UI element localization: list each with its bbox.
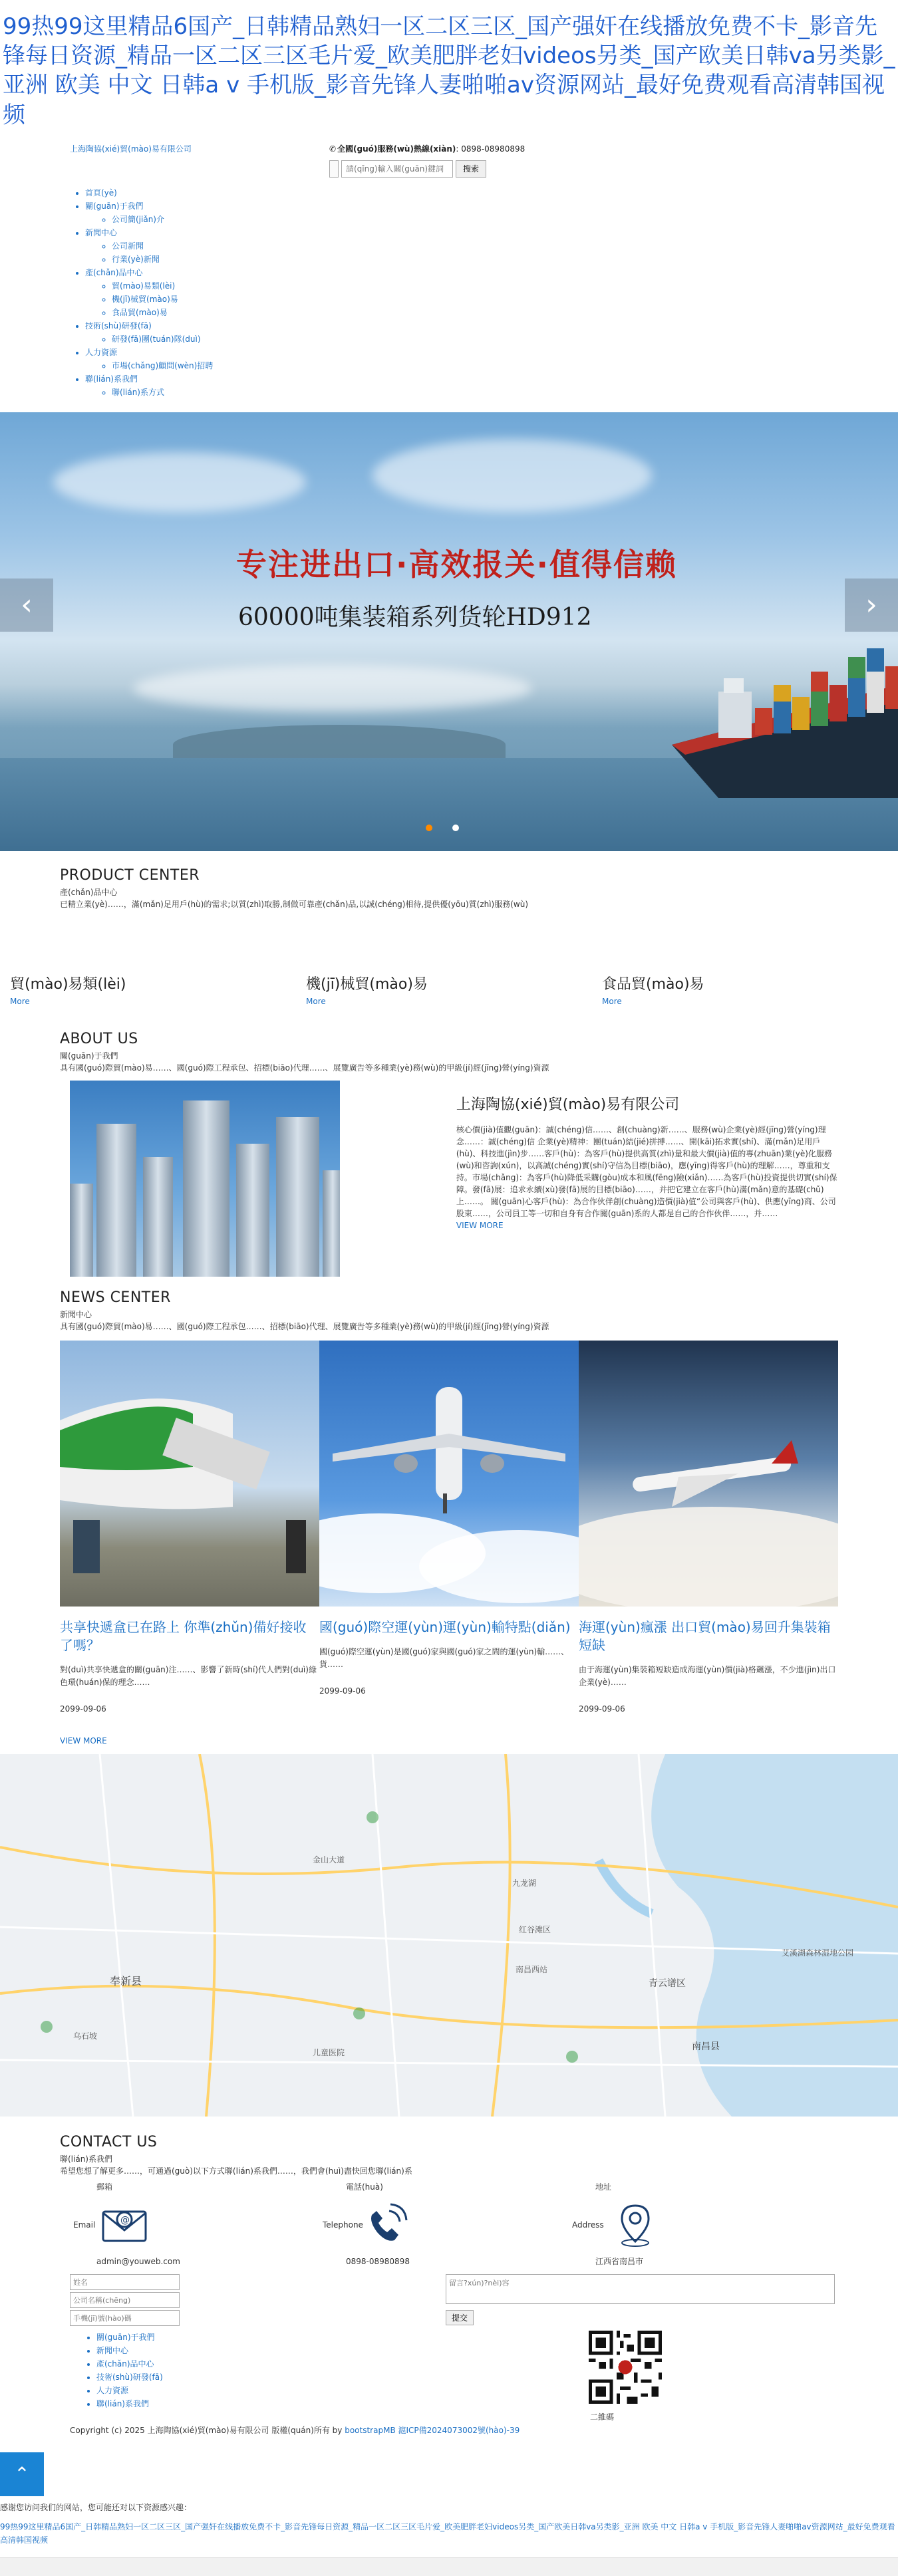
footer-link[interactable] bbox=[96, 2384, 589, 2397]
hotline bbox=[329, 143, 525, 155]
location-icon bbox=[609, 2198, 662, 2252]
contact-us bbox=[0, 2131, 898, 2267]
map-label: 南昌西站 bbox=[516, 1965, 548, 1975]
about-body bbox=[60, 1081, 838, 1277]
nav-sublink[interactable]: 行業(yè)新聞 bbox=[112, 254, 160, 264]
contact-key: Telephone bbox=[323, 2220, 363, 2230]
nav-sublink[interactable]: 食品貿(mào)易 bbox=[112, 307, 168, 317]
contact-key: Address bbox=[572, 2220, 604, 2230]
news-view-more-link[interactable]: VIEW MORE bbox=[60, 1736, 107, 1745]
about-view-more-link[interactable]: VIEW MORE bbox=[456, 1221, 504, 1231]
footer-link-text[interactable]: 新聞中心 bbox=[96, 2346, 129, 2356]
form-left bbox=[60, 2274, 446, 2328]
about-desc: 具有國(guó)際貿(mào)易……、國(guó)際工程承包、招標(biāo)代理……、展覽廣告等多種業(yè)務(wù)的甲級(jí)經(jīng)營(yíng)資源 bbox=[60, 1063, 549, 1073]
mail-icon bbox=[98, 2198, 151, 2252]
nav-link[interactable]: 產(chǎn)品中心 bbox=[85, 267, 143, 277]
location-map[interactable] bbox=[0, 1754, 898, 2117]
footer-link[interactable] bbox=[96, 2331, 589, 2344]
back-top-wrap bbox=[0, 2452, 898, 2496]
category-item bbox=[10, 973, 306, 1009]
news-title: NEWS CENTER bbox=[60, 1289, 171, 1307]
search-bar bbox=[329, 160, 486, 178]
form-right bbox=[446, 2274, 835, 2328]
qr-code-image bbox=[589, 2331, 662, 2404]
nav-sublink[interactable]: 研發(fā)團(tuán)隊(duì) bbox=[112, 334, 201, 344]
category-name: 貿(mào)易類(lèi) bbox=[10, 975, 126, 993]
nav-subitem[interactable] bbox=[112, 359, 898, 372]
news-summary: 國(guó)際空運(yùn)是國(guó)家與國(guó)家之間的運(yùn)輸……、貨…… bbox=[319, 1647, 569, 1670]
category-more-link[interactable]: More bbox=[10, 996, 30, 1006]
company-field[interactable] bbox=[70, 2292, 180, 2308]
horizontal-scrollbar[interactable] bbox=[0, 2557, 898, 2576]
qr-caption: 二維碼 bbox=[590, 2412, 615, 2422]
nav-item[interactable] bbox=[85, 319, 898, 346]
news-desc: 具有國(guó)際貿(mào)易……、國(guó)際工程承包……、招標(biāo)代理、展覽廣告等多種業(yè)務(wù)的甲級(jí)經(jīng)營(yíng)資源 bbox=[60, 1322, 549, 1332]
copyright bbox=[0, 2424, 898, 2436]
nav-subitem[interactable] bbox=[112, 293, 898, 306]
contact-value: admin@youweb.com bbox=[96, 2257, 180, 2267]
category-more-link[interactable]: More bbox=[602, 996, 622, 1006]
phone-icon bbox=[359, 2198, 412, 2252]
map-label: 九龙湖 bbox=[512, 1878, 537, 1888]
copyright-link[interactable]: bootstrapMB 滬ICP備2024073002號(hào)-39 bbox=[345, 2425, 520, 2435]
nav-subitem[interactable] bbox=[112, 239, 898, 253]
contact-subtitle: 聯(lián)系我們 bbox=[60, 2154, 112, 2164]
banner-slogan: 专注进出口·高效报关·值得信赖 bbox=[236, 546, 677, 582]
slider-dots bbox=[426, 825, 459, 831]
map-label: 青云谱区 bbox=[649, 1978, 686, 1990]
cloud-shape bbox=[373, 439, 652, 512]
main-nav bbox=[0, 186, 898, 399]
company-logo-link[interactable]: 上海陶協(xié)貿(mào)易有限公司 bbox=[70, 144, 192, 154]
news-image-boarding bbox=[60, 1341, 319, 1607]
contact-label: 電話(huà) bbox=[346, 2182, 383, 2192]
footer-links bbox=[0, 2331, 898, 2423]
nav-sublink[interactable]: 市場(chǎng)顧問(wèn)招聘 bbox=[112, 360, 214, 370]
category-more-link[interactable]: More bbox=[306, 996, 326, 1006]
contact-value: 0898-08980898 bbox=[346, 2257, 410, 2267]
map-label: 乌石坡 bbox=[73, 2031, 98, 2041]
footer-link-text[interactable]: 關(guān)于我們 bbox=[96, 2333, 155, 2343]
search-button[interactable]: 搜索 bbox=[456, 160, 486, 178]
product-subtitle: 產(chǎn)品中心 bbox=[60, 887, 118, 897]
news-title-link[interactable]: 海運(yùn)瘋漲 出口貿(mào)易回升集裝箱短缺 bbox=[579, 1619, 831, 1654]
news-image-plane-front bbox=[319, 1341, 579, 1607]
contact-label: 郵箱 bbox=[96, 2182, 113, 2192]
nav-subitem[interactable] bbox=[112, 306, 898, 319]
category-name: 食品貿(mào)易 bbox=[602, 975, 704, 993]
news-subtitle: 新聞中心 bbox=[60, 1310, 92, 1320]
category-name: 機(jī)械貿(mào)易 bbox=[306, 975, 428, 993]
news-date: 2099-09-06 bbox=[579, 1704, 625, 1714]
footer-link[interactable] bbox=[96, 2357, 589, 2371]
nav-item[interactable] bbox=[85, 372, 898, 399]
nav-submenu bbox=[85, 332, 898, 346]
news-center bbox=[0, 1287, 898, 1747]
footer-link-text[interactable]: 聯(lián)系我們 bbox=[96, 2399, 149, 2409]
nav-submenu bbox=[85, 359, 898, 372]
nav-item[interactable] bbox=[85, 226, 898, 266]
product-center bbox=[0, 864, 898, 910]
map-label: 南昌县 bbox=[692, 2041, 720, 2053]
news-title-link[interactable]: 共享快遞盒已在路上 你準(zhǔn)備好接收了嗎？ bbox=[60, 1619, 307, 1654]
page-title: 99热99这里精品6国产_日韩精品熟妇一区二区三区_国产强奸在线播放免费不卡_影音先锋每日资源_精品一区二区三区毛片爱_欧美肥胖老妇videos另类_国产欧美日韩va另类影_亚洲 欧美 中文 日韩a v 手机版_影音先锋人妻啪啪av资源网站_最好免费观看高清韩国视频 bbox=[3, 13, 895, 128]
nav-subitem[interactable] bbox=[112, 332, 898, 346]
contact-key: Email bbox=[73, 2220, 96, 2230]
news-grid bbox=[60, 1341, 838, 1714]
nav-sublink[interactable]: 公司新聞 bbox=[112, 241, 144, 251]
footer-link-text[interactable]: 產(chǎn)品中心 bbox=[96, 2359, 154, 2369]
footer-link-text[interactable]: 技術(shù)研發(fā) bbox=[96, 2373, 163, 2383]
category-item bbox=[306, 973, 602, 1009]
news-summary: 對(duì)共享快遞盒的關(guān)注……、影響了新時(shí)代人們對(duì)綠色環(huán)保的理念…… bbox=[60, 1665, 317, 1688]
map-label: 艾溪湖森林湿地公园 bbox=[782, 1948, 854, 1958]
slider-dot[interactable] bbox=[426, 825, 432, 831]
map-label: 红谷滩区 bbox=[519, 1925, 551, 1935]
banner-slider bbox=[0, 412, 898, 851]
phone-field[interactable] bbox=[70, 2310, 180, 2326]
news-summary: 由于海運(yùn)集裝箱短缺造成海運(yùn)價(jià)格飆漲，不少進(jìn)出口企業(yè)…… bbox=[579, 1665, 836, 1688]
contact-label: 地址 bbox=[595, 2182, 612, 2192]
hotline-number: : 0898-08980898 bbox=[456, 144, 525, 154]
nav-submenu bbox=[85, 386, 898, 399]
nav-link[interactable]: 技術(shù)研發(fā) bbox=[85, 321, 152, 330]
nav-link[interactable]: 聯(lián)系我們 bbox=[85, 374, 138, 384]
banner-subslogan: 60000吨集装箱系列货轮HD912 bbox=[238, 603, 592, 631]
cloud-shape bbox=[53, 452, 306, 512]
contact-methods bbox=[60, 2181, 838, 2267]
footer-link-text[interactable]: 人力資源 bbox=[96, 2386, 129, 2396]
nav-sublink[interactable]: 公司簡(jiǎn)介 bbox=[112, 214, 164, 224]
nav-item[interactable] bbox=[85, 266, 898, 319]
message-field[interactable] bbox=[446, 2274, 835, 2304]
product-desc: 已精立業(yè)……，滿(mǎn)足用戶(hù)的需求;以質(zhì)取勝,制做可靠產(chǎn)品,以誠(chéng)相待,提供優(yōu)質(zhì)服務(wù) bbox=[60, 899, 529, 909]
contact-email bbox=[60, 2181, 309, 2267]
about-title: ABOUT US bbox=[60, 1031, 138, 1048]
map-label: 奉新县 bbox=[110, 1975, 142, 1988]
footer-link[interactable] bbox=[96, 2371, 589, 2384]
news-date: 2099-09-06 bbox=[60, 1704, 106, 1714]
submit-button[interactable]: 提交 bbox=[446, 2310, 474, 2325]
slider-prev-button[interactable]: ‹ bbox=[0, 579, 53, 632]
nav-sublink[interactable]: 機(jī)械貿(mào)易 bbox=[112, 294, 178, 304]
product-categories bbox=[0, 973, 898, 1009]
nav-link[interactable]: 首頁(yè) bbox=[85, 188, 117, 197]
about-us bbox=[0, 1028, 898, 1277]
nav-list bbox=[85, 186, 898, 399]
header bbox=[0, 136, 898, 216]
footer-link[interactable] bbox=[96, 2397, 589, 2410]
news-image-plane-sky bbox=[579, 1341, 838, 1607]
product-title: PRODUCT CENTER bbox=[60, 866, 200, 884]
cloud-shape bbox=[133, 665, 532, 711]
slider-next-button[interactable]: › bbox=[845, 579, 898, 632]
contact-address bbox=[559, 2181, 808, 2267]
nav-subitem[interactable] bbox=[112, 279, 898, 293]
nav-sublink[interactable]: 貿(mào)易類(lèi) bbox=[112, 281, 176, 291]
search-addon bbox=[329, 160, 339, 178]
contact-phone bbox=[309, 2181, 559, 2267]
about-image bbox=[70, 1081, 340, 1277]
nav-link[interactable]: 人力資源 bbox=[85, 347, 118, 357]
news-date: 2099-09-06 bbox=[319, 1686, 366, 1696]
nav-sublink[interactable]: 聯(lián)系方式 bbox=[112, 387, 164, 397]
contact-desc: 希望您想了解更多……，可通過(guò)以下方式聯(lián)系我們……，我們會(huì)盡快回您聯(lián)系 bbox=[60, 2166, 412, 2176]
footer-link-list bbox=[70, 2331, 589, 2423]
friend-link[interactable] bbox=[0, 2513, 898, 2547]
nav-subitem[interactable] bbox=[112, 253, 898, 266]
about-text bbox=[456, 1094, 838, 1277]
nav-submenu bbox=[85, 279, 898, 319]
category-item bbox=[602, 973, 898, 1009]
svg-text:@: @ bbox=[120, 2215, 130, 2226]
nav-link[interactable]: 關(guān)于我們 bbox=[85, 201, 144, 211]
about-subtitle: 關(guān)于我們 bbox=[60, 1051, 118, 1061]
visited-note: 感谢您访问我们的网站，您可能还对以下资源感兴趣： bbox=[0, 2502, 192, 2512]
hotline-label: 全國(guó)服務(wù)熱線(xiàn) bbox=[337, 144, 456, 154]
phone-icon: ✆ bbox=[329, 144, 337, 154]
nav-submenu bbox=[85, 239, 898, 266]
back-to-top-button[interactable]: ⌃ bbox=[0, 2452, 44, 2496]
search-input[interactable] bbox=[341, 160, 453, 178]
nav-link[interactable]: 新聞中心 bbox=[85, 227, 118, 237]
friend-link-text[interactable]: 99热99这里精品6国产_日韩精品熟妇一区二区三区_国产强奸在线播放免费不卡_影音先锋每日资源_精品一区二区三区毛片爱_欧美肥胖老妇videos另类_国产欧美日韩va另类影_亚洲 欧美 中文 日韩a v 手机版_影音先锋人妻啪啪av资源网站_最好免费观看高清韩国视频 bbox=[0, 2521, 895, 2545]
news-card[interactable] bbox=[579, 1341, 838, 1714]
message-form bbox=[0, 2274, 898, 2328]
copyright-text: Copyright (c) 2025 上海陶協(xié)貿(mào)易有限公司 版權(quán)所有 by bbox=[70, 2425, 345, 2435]
contact-value: 江西省南昌市 bbox=[595, 2257, 644, 2267]
name-field[interactable] bbox=[70, 2274, 180, 2290]
nav-item[interactable] bbox=[85, 346, 898, 372]
footer-link[interactable] bbox=[96, 2344, 589, 2357]
about-body-text: 核心價(jià)值觀(guān)：誠(chéng)信……、創(chuàng)新……、服務(wù)企業(yè)經(jīng)營(yíng)理念……：誠(chéng)信 企業(yè)精神：團(tuán)結(jié)拼搏……、開(kāi)拓求實(shí)、滿(mǎn)足用戶(hù)、科技進(jìn)步……客戶(hù)：為客戶(hù)提供高質(zhì)量和最大價(jià)值的專(zhuān)業(yè)化服務(wù)和咨詢(xún)，以高誠(chéng)實(shí)守信為目標(biāo)，應(yīng)得客戶(hù)的理解……，尊重和支持。市場(chǎng)：為客戶(hù)降低采購(gòu)成本和風(fēng)險(xiǎn)……為客戶(hù)投資提供切實(shí)保障。發(fā)展：追求永續(xù)發(fā)展的目標(biāo)……，并把它建立在客戶(hù)滿(mǎn)意的基礎(chǔ)上……。 關(guān)心客戶(hù)：為合作伙伴創(chuàng)造價(jià)值“公司與客戶(hù)、供應(yīng)商、公司股東……，公司員工等一切和自身有合作關(guān)系的人都是自己的合作伙伴……，并…… bbox=[456, 1125, 837, 1219]
map-label: 金山大道 bbox=[313, 1855, 345, 1865]
news-title-link[interactable]: 國(guó)際空運(yùn)運(yùn)輸特點(diǎn) bbox=[319, 1619, 571, 1636]
news-card[interactable] bbox=[60, 1341, 319, 1714]
slider-dot[interactable] bbox=[452, 825, 459, 831]
map-label: 儿童医院 bbox=[313, 2048, 345, 2058]
nav-subitem[interactable] bbox=[112, 386, 898, 399]
news-card[interactable] bbox=[319, 1341, 579, 1714]
qr-block bbox=[589, 2331, 662, 2423]
contact-title: CONTACT US bbox=[60, 2134, 158, 2151]
about-company-heading: 上海陶協(xié)貿(mào)易有限公司 bbox=[456, 1096, 680, 1114]
